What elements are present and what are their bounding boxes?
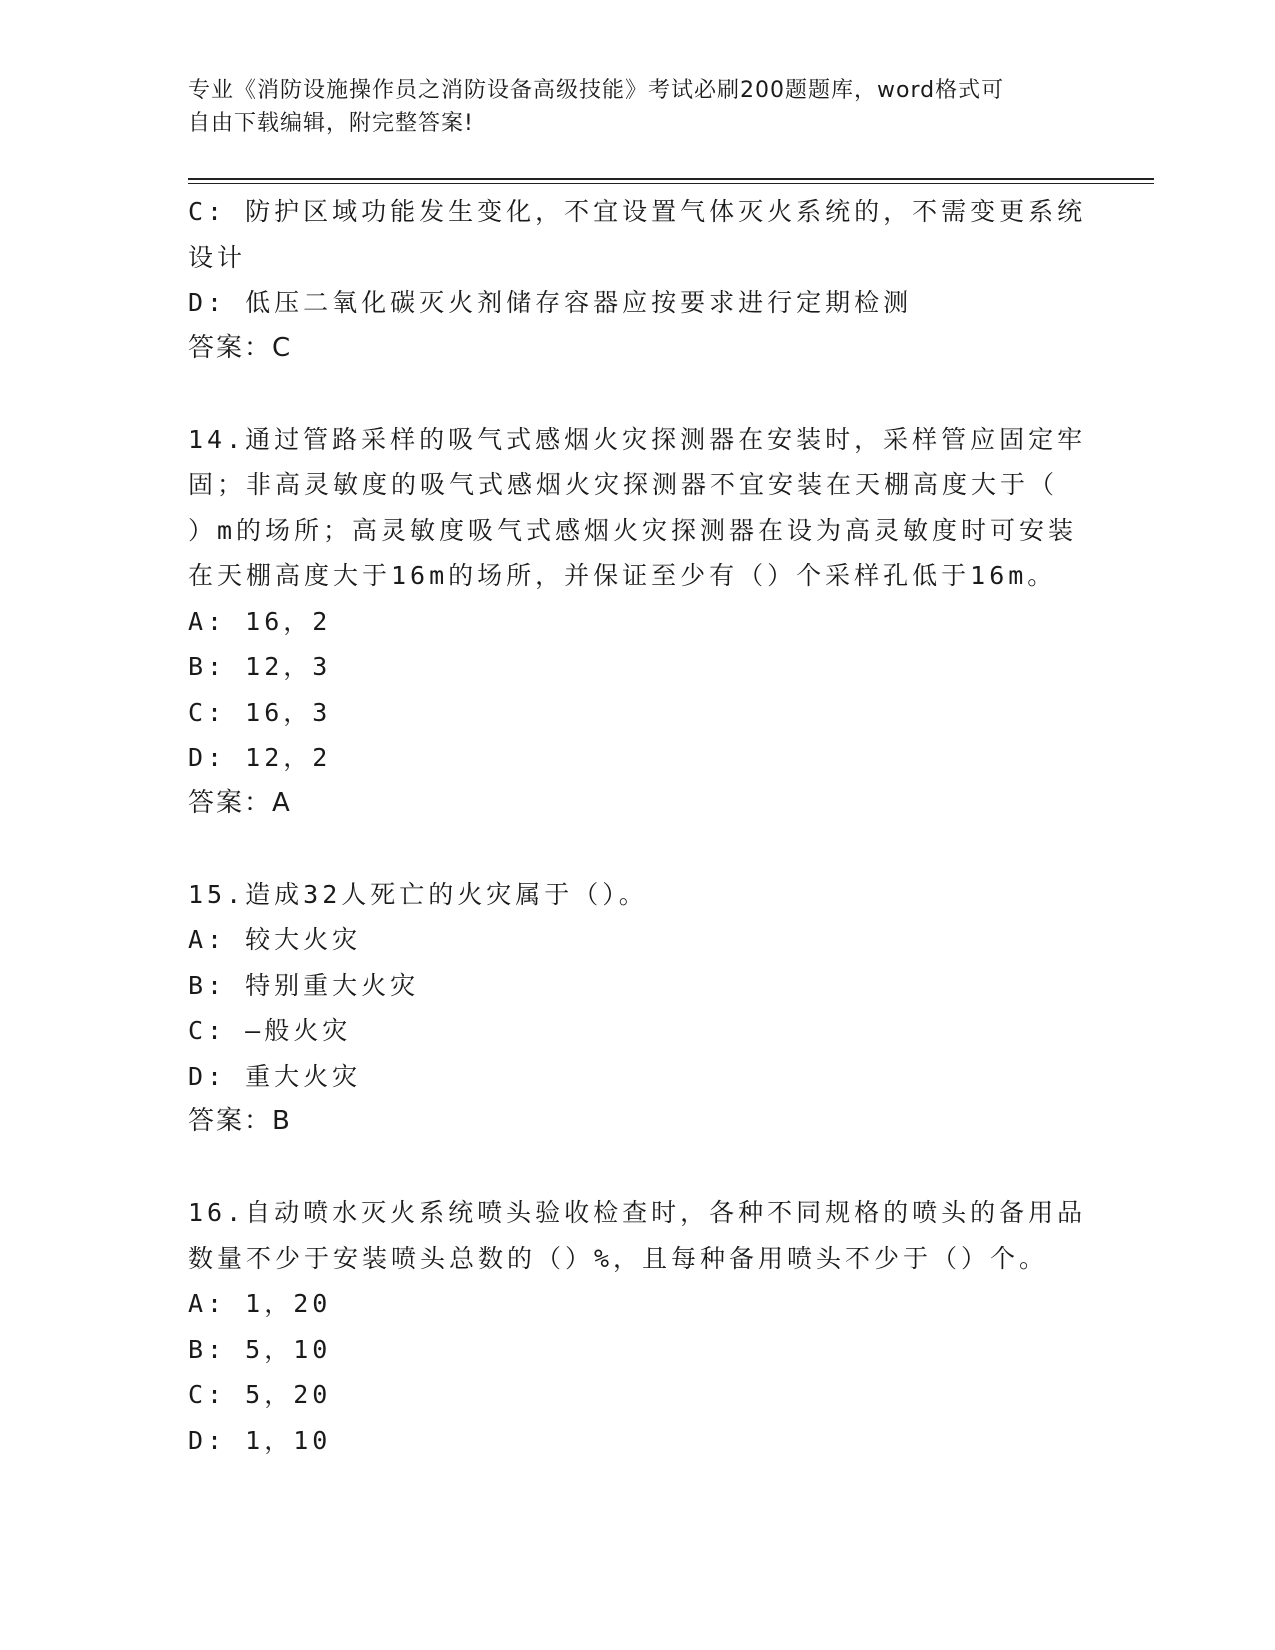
question-text: 在天棚高度大于16m的场所，并保证至少有（）个采样孔低于16m。 bbox=[188, 561, 1057, 590]
question-14 bbox=[188, 417, 1088, 827]
option-c: C: 16，3 bbox=[188, 697, 332, 727]
spacer bbox=[188, 1145, 1088, 1191]
option-a: A: 较大火灾 bbox=[188, 925, 362, 954]
question-text: 数量不少于安装喷头总数的（）%，且每种备用喷头不少于（）个。 bbox=[188, 1243, 1049, 1273]
option-b: B: 5，10 bbox=[188, 1334, 332, 1364]
question-text: 14.通过管路采样的吸气式感烟火灾探测器在安装时，采样管应固定牢 bbox=[188, 424, 1087, 454]
option-d: D: 低压二氧化碳灭火剂储存容器应按要求进行定期检测 bbox=[188, 288, 913, 317]
option-d: D: 12，2 bbox=[188, 743, 332, 772]
answer: 答案：C bbox=[188, 332, 293, 363]
answer: 答案：A bbox=[188, 787, 292, 818]
question-text: 16.自动喷水灭火系统喷头验收检查时，各种不同规格的喷头的备用品 bbox=[188, 1198, 1087, 1227]
question-text: 固；非高灵敏度的吸气式感烟火灾探测器不宜安装在天棚高度大于（ bbox=[188, 470, 1059, 499]
header-title-line-2: 自由下载编辑，附完整答案! bbox=[188, 111, 474, 136]
answer: 答案：B bbox=[188, 1106, 292, 1136]
header-title-line-1: 专业《消防设施操作员之消防设备高级技能》考试必刷200题题库，word格式可 bbox=[188, 78, 1005, 103]
previous-question-tail bbox=[188, 189, 1088, 371]
option-c: C: 5，20 bbox=[188, 1380, 332, 1409]
option-c: C: 防护区域功能发生变化，不宜设置气体灭火系统的，不需变更系统 bbox=[188, 197, 1087, 226]
question-15 bbox=[188, 872, 1088, 1145]
header-divider-thin bbox=[188, 183, 1154, 184]
document-header bbox=[188, 74, 1068, 140]
option-a: A: 16，2 bbox=[188, 606, 332, 636]
option-b: B: 特别重大火灾 bbox=[188, 970, 420, 1000]
question-text: 15.造成32人死亡的火灾属于（）。 bbox=[188, 879, 648, 909]
question-16 bbox=[188, 1190, 1088, 1463]
question-text: ）m的场所；高灵敏度吸气式感烟火灾探测器在设为高灵敏度时可安装 bbox=[188, 515, 1078, 545]
option-d: D: 1，10 bbox=[188, 1425, 332, 1455]
spacer bbox=[188, 826, 1088, 872]
spacer bbox=[188, 371, 1088, 417]
option-b: B: 12，3 bbox=[188, 652, 332, 681]
option-c: C: —般火灾 bbox=[188, 1016, 352, 1045]
header-divider-thick bbox=[188, 178, 1154, 180]
option-a: A: 1，20 bbox=[188, 1289, 332, 1318]
option-c-continued: 设计 bbox=[188, 242, 247, 272]
option-d: D: 重大火灾 bbox=[188, 1061, 362, 1091]
question-body bbox=[188, 189, 1088, 1463]
